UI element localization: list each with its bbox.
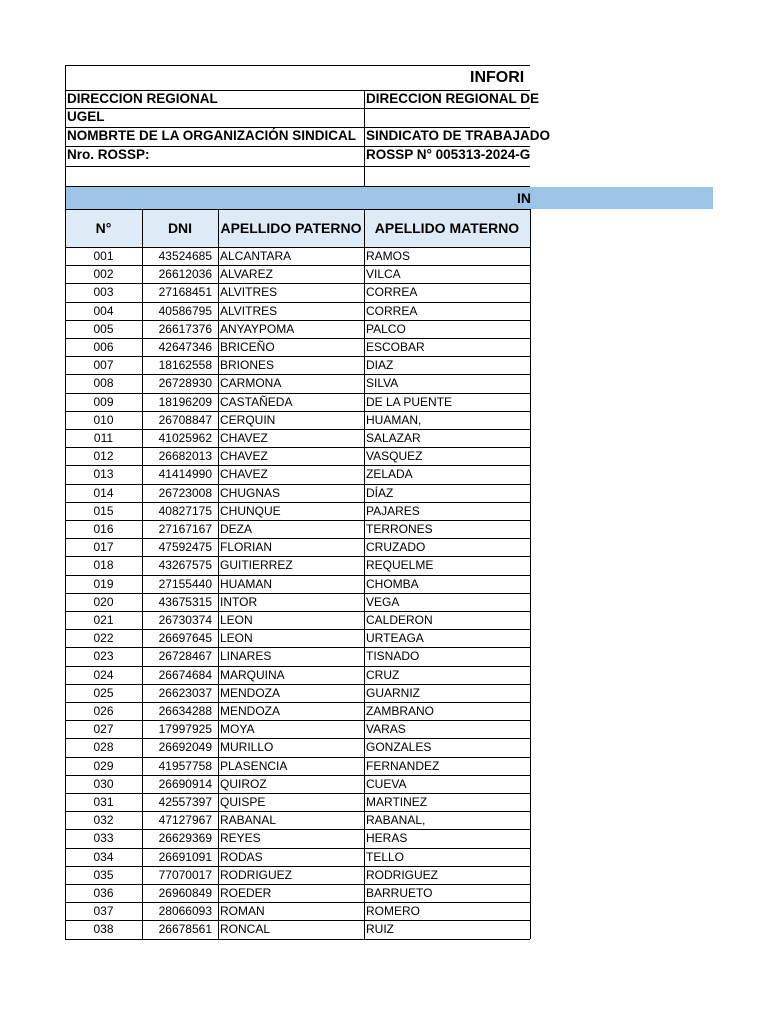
row-apellido-materno: DE LA PUENTE: [366, 394, 453, 409]
row-dni: 26728930: [158, 376, 212, 391]
row-dni: 26617376: [158, 321, 212, 336]
row-apellido-materno: FERNANDEZ: [366, 758, 440, 773]
row-apellido-paterno: DEZA: [220, 522, 253, 536]
row-apellido-materno: SALAZAR: [366, 431, 421, 445]
row-dni: 26960849: [158, 886, 212, 900]
grid-line: [65, 647, 530, 648]
row-apellido-materno: BARRUETO: [366, 886, 433, 900]
grid-line: [65, 356, 530, 357]
table-row: [65, 611, 530, 629]
row-apellido-paterno: ROMAN: [220, 904, 265, 919]
row-number: 021: [93, 613, 114, 627]
table-row: [65, 902, 530, 920]
table-row: [65, 829, 530, 847]
section-band-label: IN: [517, 190, 531, 206]
table-row: [65, 866, 530, 884]
grid-line: [65, 338, 530, 339]
row-apellido-paterno: RONCAL: [220, 922, 271, 937]
row-number: 012: [93, 449, 114, 464]
row-number: 025: [93, 685, 114, 700]
row-apellido-paterno: ALVAREZ: [220, 267, 273, 282]
row-dni: 26691091: [158, 849, 212, 864]
row-dni: 26728467: [158, 649, 212, 664]
row-apellido-paterno: FLORIAN: [220, 540, 273, 555]
row-number: 004: [93, 303, 114, 318]
row-apellido-paterno: QUIROZ: [220, 776, 267, 791]
row-apellido-materno: TISNADO: [366, 649, 420, 664]
grid-line: [65, 484, 530, 485]
row-apellido-paterno: ALVITRES: [220, 285, 278, 300]
table-row: [65, 265, 530, 283]
table-row: [65, 283, 530, 301]
row-dni: 40586795: [158, 303, 212, 318]
row-apellido-materno: DIAZ: [366, 358, 394, 373]
row-number: 005: [93, 321, 114, 336]
table-row: [65, 920, 530, 938]
grid-line: [65, 829, 530, 830]
grid-line: [65, 666, 530, 667]
row-apellido-materno: SILVA: [366, 376, 399, 391]
row-apellido-paterno: MOYA: [220, 722, 255, 737]
grid-line: [65, 411, 530, 412]
table-row: [65, 484, 530, 502]
info-label: UGEL: [67, 109, 105, 124]
table-row: [65, 629, 530, 647]
row-dni: 27168451: [158, 285, 212, 300]
table-row: [65, 374, 530, 392]
row-apellido-paterno: REYES: [220, 831, 261, 846]
row-dni: 26612036: [158, 267, 212, 282]
table-row: [65, 502, 530, 520]
info-value: [364, 166, 530, 184]
row-dni: 27167167: [158, 522, 212, 536]
grid-line: [65, 146, 530, 147]
row-apellido-materno: VILCA: [366, 267, 401, 282]
row-number: 015: [93, 503, 114, 518]
row-number: 022: [93, 631, 114, 646]
row-apellido-materno: CUEVA: [366, 776, 407, 791]
row-number: 026: [93, 704, 114, 718]
grid-line: [65, 127, 530, 128]
table-row: [65, 684, 530, 702]
grid-line: [65, 90, 530, 91]
table-row: [65, 338, 530, 356]
row-apellido-paterno: MENDOZA: [220, 704, 280, 718]
grid-line: [65, 447, 530, 448]
row-number: 017: [93, 540, 114, 555]
row-dni: 26690914: [158, 776, 212, 791]
row-apellido-paterno: ANYAYPOMA: [220, 321, 295, 336]
row-number: 006: [93, 340, 114, 354]
row-apellido-materno: CORREA: [366, 285, 418, 300]
row-number: 030: [93, 776, 114, 791]
grid-line: [65, 684, 530, 685]
grid-line: [65, 247, 530, 248]
row-apellido-paterno: LEON: [220, 631, 253, 646]
row-apellido-paterno: MURILLO: [220, 740, 274, 755]
table-row: [65, 247, 530, 265]
grid-line: [65, 502, 530, 503]
row-apellido-materno: DÍAZ: [366, 485, 394, 500]
grid-line: [65, 166, 530, 167]
grid-line: [65, 884, 530, 885]
grid-line: [65, 520, 530, 521]
grid-line: [218, 209, 219, 939]
row-dni: 26623037: [158, 685, 212, 700]
row-apellido-paterno: RODRIGUEZ: [220, 867, 292, 882]
table-row: [65, 647, 530, 665]
row-apellido-paterno: ALCANTARA: [220, 249, 292, 263]
row-dni: 77070017: [158, 867, 212, 882]
table-row: [65, 775, 530, 793]
row-number: 001: [93, 249, 114, 263]
grid-line: [65, 757, 530, 758]
info-value: DIRECCION REGIONAL DE: [366, 91, 540, 106]
row-apellido-paterno: CHAVEZ: [220, 467, 268, 482]
grid-line: [65, 720, 530, 721]
grid-line: [65, 465, 530, 466]
grid-line: [65, 939, 530, 940]
grid-line: [65, 902, 530, 903]
report-title: INFORI: [470, 69, 525, 86]
row-apellido-materno: GUARNIZ: [366, 685, 420, 700]
table-row: [65, 356, 530, 374]
info-value: ROSSP N° 005313-2024-G: [366, 147, 531, 162]
row-apellido-materno: MARTINEZ: [366, 795, 428, 809]
section-band: [65, 187, 713, 209]
row-apellido-paterno: LEON: [220, 613, 253, 627]
grid-line: [65, 611, 530, 612]
info-value: [364, 108, 530, 126]
row-apellido-materno: HUAMAN,: [366, 412, 422, 427]
grid-line: [65, 108, 530, 109]
grid-line: [65, 186, 530, 187]
row-apellido-materno: RAMOS: [366, 249, 411, 263]
row-number: 003: [93, 285, 114, 300]
row-dni: 43675315: [158, 594, 212, 609]
grid-line: [65, 629, 530, 630]
table-row: [65, 811, 530, 829]
row-dni: 26697645: [158, 631, 212, 646]
row-apellido-paterno: MENDOZA: [220, 685, 280, 700]
row-dni: 41957758: [158, 758, 212, 773]
row-apellido-materno: RUIZ: [366, 922, 394, 937]
row-apellido-paterno: CASTAÑEDA: [220, 394, 293, 409]
row-number: 014: [93, 485, 114, 500]
row-number: 020: [93, 594, 114, 609]
row-dni: 17997925: [158, 722, 212, 737]
row-apellido-paterno: HUAMAN: [220, 576, 273, 591]
grid-line: [65, 556, 530, 557]
row-number: 028: [93, 740, 114, 755]
row-apellido-materno: VASQUEZ: [366, 449, 423, 464]
row-dni: 18162558: [158, 358, 212, 373]
row-dni: 47127967: [158, 813, 212, 828]
grid-line: [364, 90, 365, 187]
grid-line: [65, 775, 530, 776]
table-row: [65, 757, 530, 775]
table-row: [65, 720, 530, 738]
row-number: 031: [93, 795, 114, 809]
row-dni: 26629369: [158, 831, 212, 846]
table-row: [65, 848, 530, 866]
column-header-dni: DNI: [142, 209, 218, 247]
row-dni: 43524685: [158, 249, 212, 263]
row-apellido-paterno: LINARES: [220, 649, 272, 664]
row-number: 035: [93, 867, 114, 882]
info-label: [65, 166, 363, 184]
table-row: [65, 575, 530, 593]
row-apellido-paterno: CHUGNAS: [220, 485, 281, 500]
row-dni: 26634288: [158, 704, 212, 718]
row-apellido-materno: PALCO: [366, 321, 406, 336]
table-row: [65, 411, 530, 429]
row-apellido-materno: ESCOBAR: [366, 340, 425, 354]
table-row: [65, 393, 530, 411]
row-apellido-paterno: BRIONES: [220, 358, 275, 373]
row-dni: 47592475: [158, 540, 212, 555]
row-apellido-materno: TELLO: [366, 849, 405, 864]
row-apellido-paterno: CHAVEZ: [220, 431, 268, 445]
row-apellido-paterno: CHUNQUE: [220, 503, 281, 518]
row-apellido-paterno: BRICEÑO: [220, 340, 275, 354]
row-apellido-paterno: INTOR: [220, 594, 258, 609]
row-dni: 18196209: [158, 394, 212, 409]
row-dni: 41414990: [158, 467, 212, 482]
row-apellido-materno: GONZALES: [366, 740, 432, 755]
row-number: 002: [93, 267, 114, 282]
table-row: [65, 738, 530, 756]
row-dni: 42557397: [158, 795, 212, 809]
row-dni: 26678561: [158, 922, 212, 937]
grid-line: [65, 209, 530, 210]
row-apellido-paterno: CARMONA: [220, 376, 282, 391]
row-dni: 40827175: [158, 503, 212, 518]
grid-line: [65, 302, 530, 303]
row-apellido-paterno: MARQUINA: [220, 667, 285, 682]
row-dni: 26708847: [158, 412, 212, 427]
row-apellido-materno: PAJARES: [366, 503, 420, 518]
grid-line: [65, 374, 530, 375]
row-apellido-materno: REQUELME: [366, 558, 434, 573]
grid-line: [65, 283, 530, 284]
row-apellido-paterno: RABANAL: [220, 813, 277, 828]
info-label: Nro. ROSSP:: [67, 147, 150, 162]
row-apellido-paterno: CERQUIN: [220, 412, 276, 427]
row-dni: 28066093: [158, 904, 212, 919]
row-apellido-paterno: CHAVEZ: [220, 449, 268, 464]
table-row: [65, 884, 530, 902]
row-number: 018: [93, 558, 114, 573]
row-number: 037: [93, 904, 114, 919]
grid-line: [65, 738, 530, 739]
info-value: SINDICATO DE TRABAJADO: [366, 128, 551, 143]
column-header-apellido-materno: APELLIDO MATERNO: [364, 209, 530, 247]
table-row: [65, 320, 530, 338]
row-dni: 27155440: [158, 576, 212, 591]
grid-line: [65, 575, 530, 576]
grid-line: [65, 702, 530, 703]
grid-line: [65, 65, 66, 939]
table-row: [65, 793, 530, 811]
row-apellido-materno: ZAMBRANO: [366, 704, 435, 718]
row-apellido-materno: CORREA: [366, 303, 418, 318]
row-number: 010: [93, 412, 114, 427]
grid-line: [65, 538, 530, 539]
grid-line: [65, 793, 530, 794]
row-number: 011: [93, 431, 114, 445]
grid-line: [364, 209, 365, 939]
grid-line: [65, 866, 530, 867]
table-row: [65, 538, 530, 556]
row-apellido-materno: URTEAGA: [366, 631, 424, 646]
table-row: [65, 520, 530, 538]
row-number: 027: [93, 722, 114, 737]
row-dni: 26730374: [158, 613, 212, 627]
row-dni: 26723008: [158, 485, 212, 500]
row-apellido-paterno: QUISPE: [220, 795, 266, 809]
row-number: 034: [93, 849, 114, 864]
row-apellido-materno: CHOMBA: [366, 576, 419, 591]
row-apellido-materno: CRUZ: [366, 667, 400, 682]
row-apellido-materno: HERAS: [366, 831, 408, 846]
grid-line: [65, 65, 530, 66]
row-number: 029: [93, 758, 114, 773]
table-row: [65, 465, 530, 483]
grid-line: [65, 811, 530, 812]
table-row: [65, 666, 530, 684]
row-dni: 26682013: [158, 449, 212, 464]
row-apellido-materno: CALDERON: [366, 613, 433, 627]
row-number: 013: [93, 467, 114, 482]
row-apellido-paterno: ALVITRES: [220, 303, 278, 318]
grid-line: [65, 429, 530, 430]
table-row: [65, 447, 530, 465]
row-number: 008: [93, 376, 114, 391]
row-number: 038: [93, 922, 114, 937]
row-number: 033: [93, 831, 114, 846]
row-apellido-paterno: GUITIERREZ: [220, 558, 293, 573]
grid-line: [65, 393, 530, 394]
row-apellido-materno: CRUZADO: [366, 540, 426, 555]
grid-line: [65, 265, 530, 266]
table-row: [65, 302, 530, 320]
grid-line: [65, 593, 530, 594]
row-dni: 26674684: [158, 667, 212, 682]
row-number: 032: [93, 813, 114, 828]
table-row: [65, 593, 530, 611]
row-apellido-paterno: RODAS: [220, 849, 263, 864]
row-apellido-paterno: ROEDER: [220, 886, 272, 900]
row-dni: 42647346: [158, 340, 212, 354]
info-label: NOMBRTE DE LA ORGANIZACIÓN SINDICAL: [67, 128, 356, 143]
row-dni: 41025962: [158, 431, 212, 445]
row-dni: 26692049: [158, 740, 212, 755]
grid-line: [65, 920, 530, 921]
info-label: DIRECCION REGIONAL: [67, 91, 218, 106]
row-apellido-materno: RABANAL,: [366, 813, 426, 828]
row-number: 024: [93, 667, 114, 682]
grid-line: [65, 320, 530, 321]
column-header-apellido-paterno: APELLIDO PATERNO: [218, 209, 364, 247]
row-number: 007: [93, 358, 114, 373]
row-apellido-materno: TERRONES: [366, 522, 433, 536]
table-row: [65, 556, 530, 574]
row-number: 023: [93, 649, 114, 664]
grid-line: [530, 209, 531, 939]
table-row: [65, 429, 530, 447]
table-row: [65, 702, 530, 720]
grid-line: [142, 209, 143, 939]
row-apellido-paterno: PLASENCIA: [220, 758, 288, 773]
row-apellido-materno: VARAS: [366, 722, 406, 737]
column-header-n: N°: [65, 209, 142, 247]
grid-line: [65, 848, 530, 849]
row-number: 036: [93, 886, 114, 900]
row-apellido-materno: RODRIGUEZ: [366, 867, 438, 882]
row-dni: 43267575: [158, 558, 212, 573]
row-apellido-materno: VEGA: [366, 594, 400, 609]
row-number: 019: [93, 576, 114, 591]
row-apellido-materno: ROMERO: [366, 904, 420, 919]
row-number: 009: [93, 394, 114, 409]
row-apellido-materno: ZELADA: [366, 467, 413, 482]
row-number: 016: [93, 522, 114, 536]
